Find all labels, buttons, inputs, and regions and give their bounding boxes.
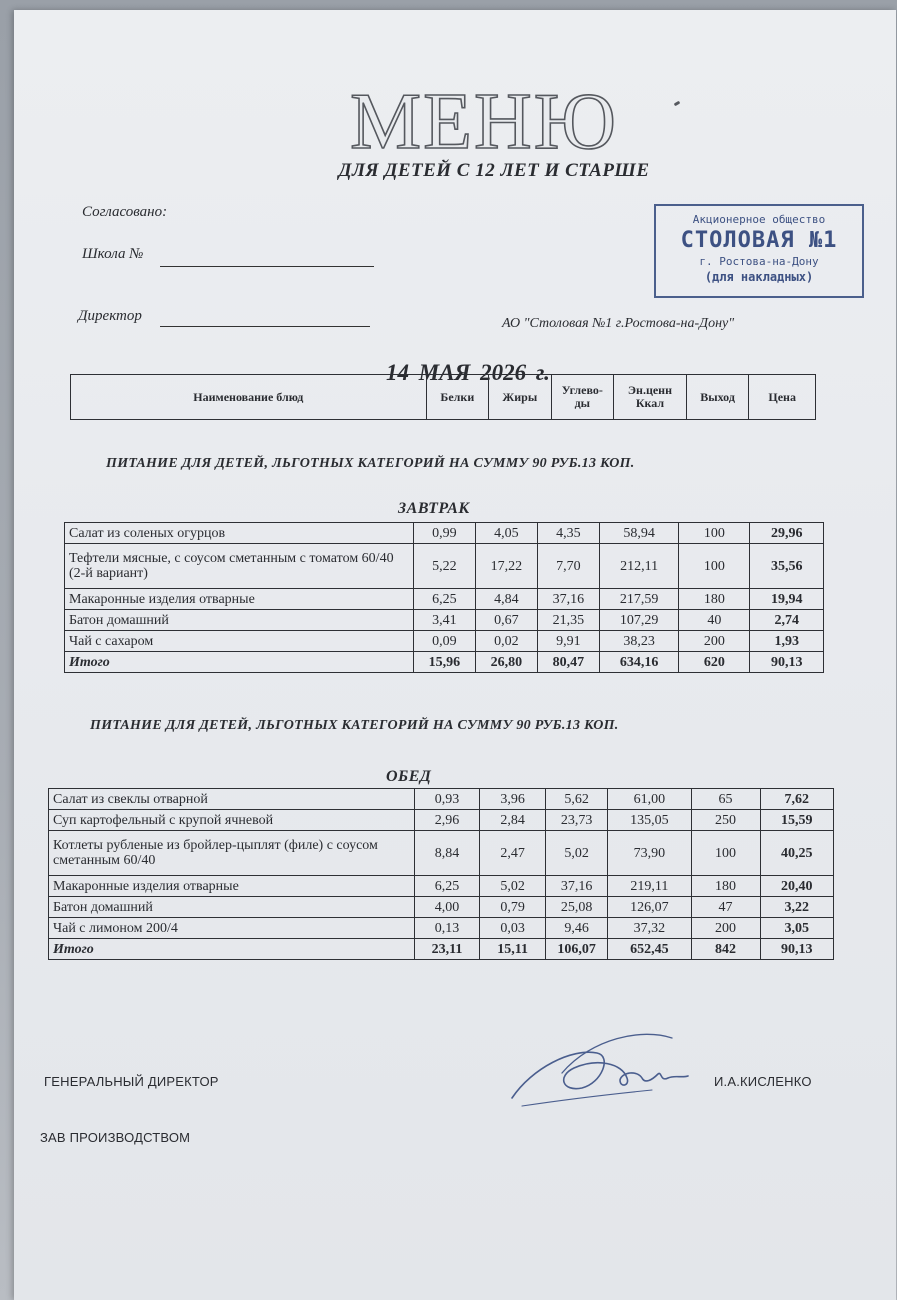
cell-name: Тефтели мясные, с соусом сметанным с томатом 60/40 (2-й вариант)	[65, 544, 414, 589]
cell-price: 40,25	[760, 831, 833, 876]
cell-fat: 0,03	[480, 918, 546, 939]
cell-carbs: 37,16	[546, 876, 608, 897]
cell-yield: 65	[691, 789, 760, 810]
column-name: Наименование блюд	[71, 375, 427, 420]
school-line	[160, 266, 374, 267]
cell-protein: 5,22	[413, 544, 475, 589]
stamp-line-4: (для накладных)	[704, 270, 814, 284]
column-header-table	[70, 374, 816, 420]
cell-price: 35,56	[750, 544, 824, 589]
menu-date: 14 МАЯ 2026 г.	[386, 360, 550, 385]
cell-name: Макаронные изделия отварные	[49, 876, 415, 897]
stamp-line-3: г. Ростова-на-Дону	[699, 255, 819, 268]
cell-yield: 100	[691, 831, 760, 876]
breakfast-title: ЗАВТРАК	[398, 500, 470, 517]
cell-yield: 180	[679, 589, 750, 610]
cell-protein: 23,11	[414, 939, 480, 960]
cell-fat: 17,22	[475, 544, 537, 589]
stamp-line-1: Акционерное общество	[692, 213, 826, 226]
director-signature	[502, 1028, 702, 1118]
cell-yield: 620	[679, 652, 750, 673]
cell-name: Салат из свеклы отварной	[49, 789, 415, 810]
table-row	[49, 789, 834, 810]
production-head-label: ЗАВ ПРОИЗВОДСТВОМ	[40, 1130, 191, 1145]
lunch-note: ПИТАНИЕ ДЛЯ ДЕТЕЙ, ЛЬГОТНЫХ КАТЕГОРИЙ НА СУММУ 90 РУБ.13 КОП.	[90, 718, 619, 733]
cell-price: 1,93	[750, 631, 824, 652]
menu-title: МЕНЮ	[350, 78, 618, 166]
cell-price: 29,96	[750, 523, 824, 544]
cell-price: 2,74	[750, 610, 824, 631]
column-carbs: Углево- ды	[551, 375, 614, 420]
cell-name: Итого	[49, 939, 415, 960]
cell-name: Котлеты рубленые из бройлер-цыплят (филе) с соусом сметанным 60/40	[49, 831, 415, 876]
menu-subtitle: ДЛЯ ДЕТЕЙ С 12 ЛЕТ И СТАРШЕ	[338, 160, 650, 181]
table-row	[65, 589, 824, 610]
lunch-title: ОБЕД	[386, 768, 432, 785]
table-row	[49, 810, 834, 831]
cell-yield: 842	[691, 939, 760, 960]
column-fat: Жиры	[489, 375, 552, 420]
cell-name: Салат из соленых огурцов	[65, 523, 414, 544]
cell-fat: 2,84	[480, 810, 546, 831]
director-name: И.А.КИСЛЕНКО	[714, 1074, 812, 1089]
cell-name: Макаронные изделия отварные	[65, 589, 414, 610]
cell-energy: 73,90	[608, 831, 691, 876]
cell-name: Чай с лимоном 200/4	[49, 918, 415, 939]
cell-protein: 4,00	[414, 897, 480, 918]
cell-price: 19,94	[750, 589, 824, 610]
cell-carbs: 5,02	[546, 831, 608, 876]
cell-fat: 4,05	[475, 523, 537, 544]
cell-carbs: 25,08	[546, 897, 608, 918]
cell-fat: 4,84	[475, 589, 537, 610]
cell-yield: 40	[679, 610, 750, 631]
company-stamp	[654, 204, 864, 298]
cell-protein: 8,84	[414, 831, 480, 876]
column-protein: Белки	[426, 375, 489, 420]
cell-name: Батон домашний	[49, 897, 415, 918]
ink-speck	[674, 101, 681, 107]
cell-energy: 126,07	[608, 897, 691, 918]
cell-energy: 219,11	[608, 876, 691, 897]
cell-price: 15,59	[760, 810, 833, 831]
cell-fat: 5,02	[480, 876, 546, 897]
cell-protein: 0,99	[413, 523, 475, 544]
table-row	[49, 918, 834, 939]
cell-fat: 0,67	[475, 610, 537, 631]
cell-price: 7,62	[760, 789, 833, 810]
cell-price: 3,05	[760, 918, 833, 939]
cell-carbs: 9,46	[546, 918, 608, 939]
menu-sheet	[14, 10, 896, 1300]
cell-protein: 0,09	[413, 631, 475, 652]
cell-name: Батон домашний	[65, 610, 414, 631]
cell-protein: 6,25	[414, 876, 480, 897]
cell-carbs: 23,73	[546, 810, 608, 831]
cell-protein: 6,25	[413, 589, 475, 610]
table-row	[49, 831, 834, 876]
cell-name: Итого	[65, 652, 414, 673]
cell-energy: 61,00	[608, 789, 691, 810]
column-yield: Выход	[686, 375, 749, 420]
cell-yield: 200	[691, 918, 760, 939]
cell-yield: 47	[691, 897, 760, 918]
cell-energy: 217,59	[599, 589, 679, 610]
breakfast-note: ПИТАНИЕ ДЛЯ ДЕТЕЙ, ЛЬГОТНЫХ КАТЕГОРИЙ НА СУММУ 90 РУБ.13 КОП.	[106, 456, 635, 471]
cell-yield: 180	[691, 876, 760, 897]
breakfast-table	[64, 522, 824, 673]
cell-carbs: 21,35	[537, 610, 599, 631]
column-energy: Эн.ценн Ккал	[614, 375, 687, 420]
cell-carbs: 5,62	[546, 789, 608, 810]
table-row	[65, 544, 824, 589]
general-director-label: ГЕНЕРАЛЬНЫЙ ДИРЕКТОР	[44, 1074, 219, 1089]
cell-carbs: 80,47	[537, 652, 599, 673]
table-row	[65, 631, 824, 652]
column-price: Цена	[749, 375, 816, 420]
total-row	[49, 939, 834, 960]
cell-energy: 37,32	[608, 918, 691, 939]
cell-energy: 58,94	[599, 523, 679, 544]
cell-price: 3,22	[760, 897, 833, 918]
table-row	[65, 610, 824, 631]
cell-yield: 100	[679, 523, 750, 544]
cell-energy: 212,11	[599, 544, 679, 589]
cell-energy: 135,05	[608, 810, 691, 831]
cell-energy: 38,23	[599, 631, 679, 652]
cell-energy: 107,29	[599, 610, 679, 631]
school-label: Школа №	[82, 246, 144, 262]
agreed-label: Согласовано:	[82, 204, 168, 220]
stamp-line-2: СТОЛОВАЯ №1	[680, 228, 838, 253]
cell-yield: 200	[679, 631, 750, 652]
cell-fat: 26,80	[475, 652, 537, 673]
lunch-table	[48, 788, 834, 960]
cell-carbs: 7,70	[537, 544, 599, 589]
cell-price: 90,13	[750, 652, 824, 673]
table-row	[65, 523, 824, 544]
cell-fat: 15,11	[480, 939, 546, 960]
cell-protein: 0,13	[414, 918, 480, 939]
cell-yield: 100	[679, 544, 750, 589]
cell-name: Чай с сахаром	[65, 631, 414, 652]
cell-price: 90,13	[760, 939, 833, 960]
cell-fat: 2,47	[480, 831, 546, 876]
cell-protein: 2,96	[414, 810, 480, 831]
cell-price: 20,40	[760, 876, 833, 897]
table-row	[49, 876, 834, 897]
table-row	[49, 897, 834, 918]
cell-yield: 250	[691, 810, 760, 831]
cell-carbs: 37,16	[537, 589, 599, 610]
cell-protein: 3,41	[413, 610, 475, 631]
cell-fat: 0,02	[475, 631, 537, 652]
total-row	[65, 652, 824, 673]
cell-carbs: 106,07	[546, 939, 608, 960]
cell-energy: 652,45	[608, 939, 691, 960]
cell-protein: 0,93	[414, 789, 480, 810]
cell-fat: 0,79	[480, 897, 546, 918]
cell-fat: 3,96	[480, 789, 546, 810]
cell-carbs: 9,91	[537, 631, 599, 652]
organization-name: АО "Столовая №1 г.Ростова-на-Дону"	[502, 316, 735, 331]
director-label: Директор	[78, 308, 142, 324]
cell-carbs: 4,35	[537, 523, 599, 544]
cell-name: Суп картофельный с крупой ячневой	[49, 810, 415, 831]
cell-protein: 15,96	[413, 652, 475, 673]
cell-energy: 634,16	[599, 652, 679, 673]
director-line	[160, 326, 370, 327]
